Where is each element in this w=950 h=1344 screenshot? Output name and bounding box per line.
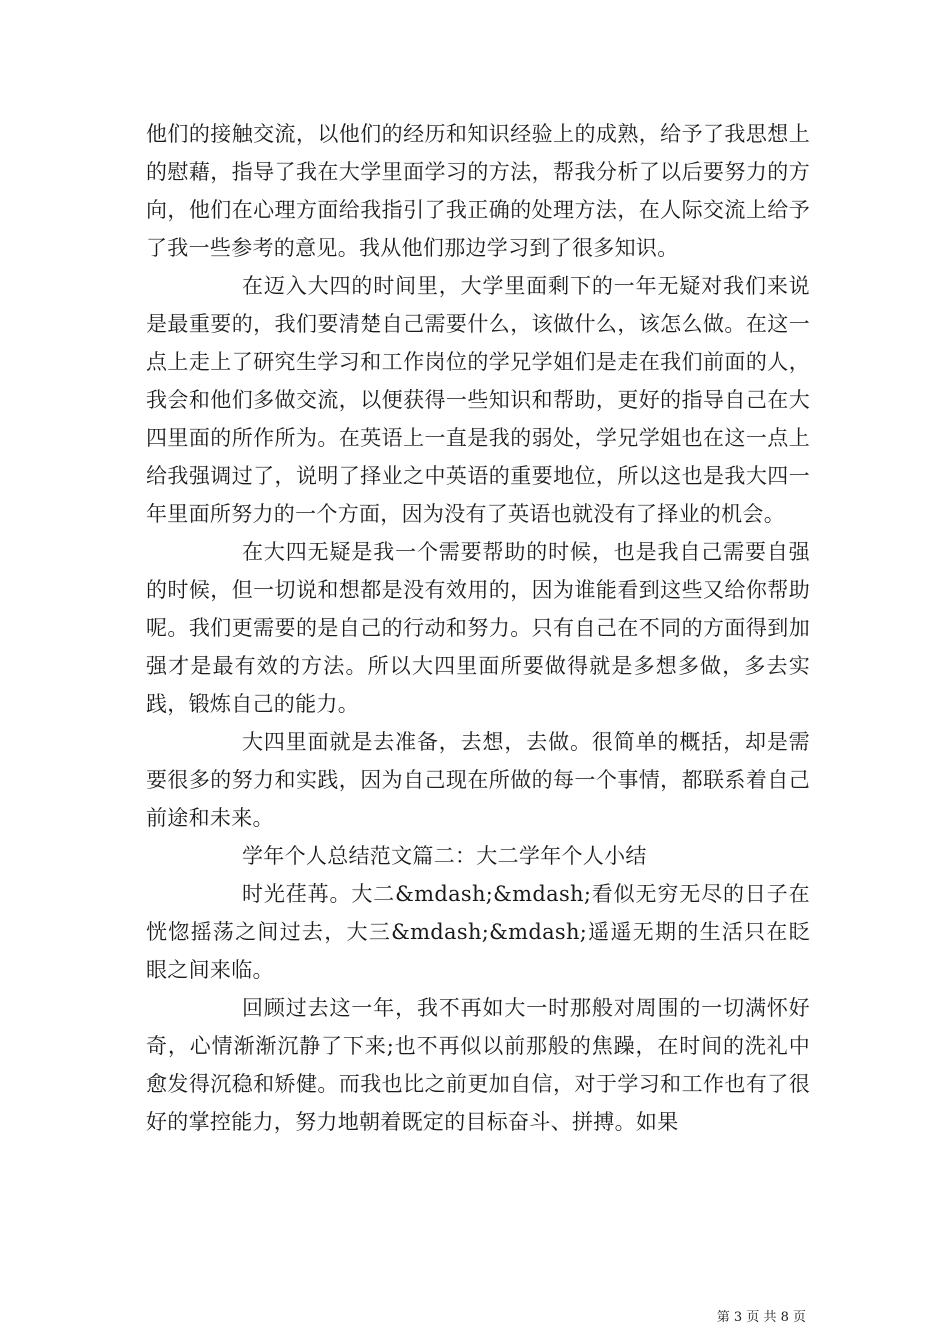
document-body — [146, 115, 810, 1141]
paragraph-review: 回顾过去这一年，我不再如大一时那般对周围的一切满怀好奇，心情渐渐沉静了下来;也不再似以前那般的焦躁，在时间的洗礼中愈发得沉稳和矫健。而我也比之前更加自信，对于学习和工作也有了很好的掌控能力，努力地朝着既定的目标奋斗、拼搏。如果 — [146, 996, 810, 1134]
section-heading: 学年个人总结范文篇二：大二学年个人小结 — [242, 844, 647, 868]
paragraph-senior-year: 在迈入大四的时间里，大学里面剩下的一年无疑对我们来说是最重要的，我们要清楚自己需要什么，该做什么，该怎么做。在这一点上走上了研究生学习和工作岗位的学兄学姐们是走在我们前面的人，我会和他们多做交流，以便获得一些知识和帮助，更好的指导自己在大四里面的所作所为。在英语上一直是我的弱处，学兄学姐也在这一点上给我强调过了，说明了择业之中英语的重要地位，所以这也是我大四一年里面所努力的一个方面，因为没有了英语也就没有了择业的机会。 — [146, 274, 810, 526]
paragraph-time-passing: 时光荏苒。大二&mdash;&mdash;看似无穷无尽的日子在恍惚摇荡之间过去，大三&mdash;&mdash;遥遥无期的生活只在眨眼之间来临。 — [146, 882, 810, 982]
paragraph-preparation: 大四里面就是去准备，去想，去做。很简单的概括，却是需要很多的努力和实践，因为自己现在所做的每一个事情，都联系着自己前途和未来。 — [146, 730, 810, 830]
page-number: 第 3 页 共 8 页 — [716, 1310, 806, 1325]
paragraph-continuation: 他们的接触交流，以他们的经历和知识经验上的成熟，给予了我思想上的慰藉，指导了我在大学里面学习的方法，帮我分析了以后要努力的方向，他们在心理方面给我指引了我正确的处理方法，在人际交流上给予了我一些参考的意见。我从他们那边学习到了很多知识。 — [146, 122, 810, 260]
paragraph-self-reliance: 在大四无疑是我一个需要帮助的时候，也是我自己需要自强的时候，但一切说和想都是没有效用的，因为谁能看到这些又给你帮助呢。我们更需要的是自己的行动和努力。只有自己在不同的方面得到加强才是最有效的方法。所以大四里面所要做得就是多想多做，多去实践，锻炼自己的能力。 — [146, 540, 810, 716]
